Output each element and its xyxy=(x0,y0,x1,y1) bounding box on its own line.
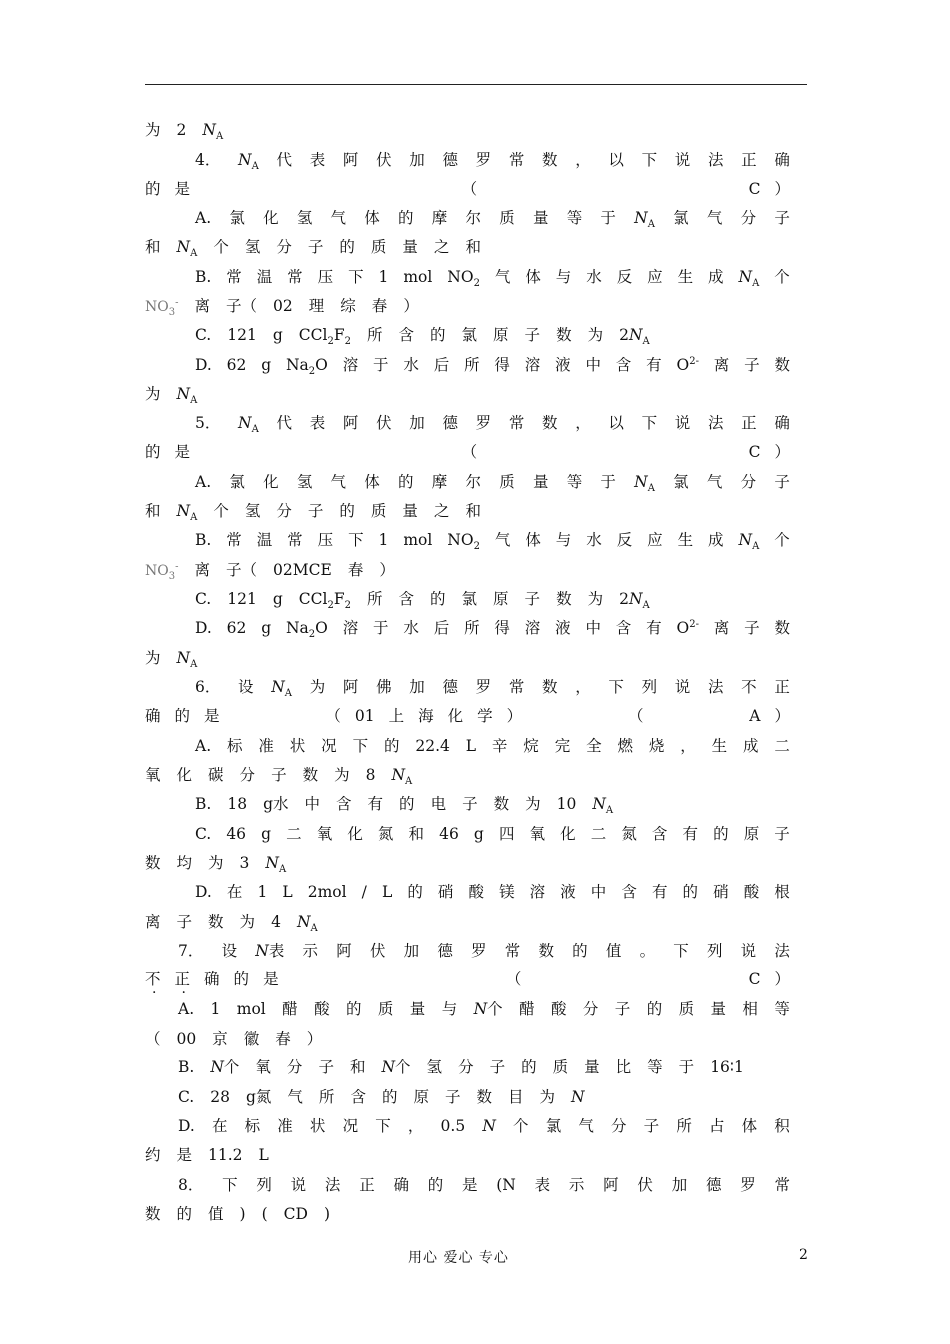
text-line: 和 $N_A$ 个 氢 分 子 的 质 量 之 和 xyxy=(145,502,481,524)
text-line: C. 121 g $CCl_2F_2$ 所 含 的 氯 原 子 数 为 $2N_A$ xyxy=(195,590,650,612)
text-line: C. 46 g 二 氧 化 氮 和 46 g 四 氧 化 二 氮 含 有 的 原 子 xyxy=(195,825,790,843)
text-line: $NO_3^-$ 离 子（ 02 理 综 春 ） xyxy=(145,297,419,318)
text-line: B. 常 温 常 压 下 1 mol $NO_2$ 气 体 与 水 反 应 生 成 $N_A$ 个 xyxy=(195,531,790,553)
text-line: 数 均 为 3 $N_A$ xyxy=(145,854,287,876)
text-line: （ 00 京 徽 春 ） xyxy=(145,1030,323,1048)
text-line: C. 121 g $CCl_2F_2$ 所 含 的 氯 原 子 数 为 $2N_A$ xyxy=(195,326,650,348)
text-line: 和 $N_A$ 个 氢 分 子 的 质 量 之 和 xyxy=(145,238,481,260)
text-line: A. 标 准 状 况 下 的 22.4 L 辛 烷 完 全 燃 烧 ， 生 成 二 xyxy=(195,737,790,755)
page-footer: 用心 爱心 专心 xyxy=(408,1250,509,1266)
text-line: A. 1 mol 醋 酸 的 质 量 与 N个 醋 酸 分 子 的 质 量 相 等 xyxy=(178,1000,790,1018)
text-line: 5． $N_A$ 代 表 阿 伏 加 德 罗 常 数 ， 以 下 说 法 正 确 xyxy=(195,414,790,436)
text-line: B. 18 g水 中 含 有 的 电 子 数 为 10 $N_A$ xyxy=(195,795,614,817)
text-line: 4． $N_A$ 代 表 阿 伏 加 德 罗 常 数 ， 以 下 说 法 正 确 xyxy=(195,151,790,173)
text-line: B. N个 氧 分 子 和 N个 氢 分 子 的 质 量 比 等 于 16∶1 xyxy=(178,1058,744,1076)
text-line: 为 $N_A$ xyxy=(145,649,198,671)
text-line: A. 氯 化 氢 气 体 的 摩 尔 质 量 等 于 $N_A$ 氯 气 分 子 xyxy=(195,209,790,231)
text-line: C. 28 g氮 气 所 含 的 原 子 数 目 为 N xyxy=(178,1088,585,1106)
text-line: 约 是 11.2 L xyxy=(145,1146,269,1164)
text-line: A. 氯 化 氢 气 体 的 摩 尔 质 量 等 于 $N_A$ 氯 气 分 子 xyxy=(195,473,790,495)
text-line: 的 是 （ C ） xyxy=(145,443,790,461)
text-line: 的 是 （ C ） xyxy=(145,180,790,198)
text-line: 8． 下 列 说 法 正 确 的 是 (N 表 示 阿 伏 加 德 罗 常 xyxy=(178,1176,790,1194)
text-line: D. 62 g $Na_2O$ 溶 于 水 后 所 得 溶 液 中 含 有 $O^{2-}$ 离 子 数 xyxy=(195,618,790,641)
text-line: D. 62 g $Na_2O$ 溶 于 水 后 所 得 溶 液 中 含 有 $O^{2-}$ 离 子 数 xyxy=(195,355,790,378)
text-line: 为 2 $N_A$ xyxy=(145,121,224,143)
text-line: 数 的 值 ) ( CD ) xyxy=(145,1205,331,1223)
header-rule xyxy=(145,84,807,85)
text-line: 氧 化 碳 分 子 数 为 8 $N_A$ xyxy=(145,766,413,788)
text-line: 不 · 正 · 确 的 是 （ C ） xyxy=(145,967,790,991)
page-number: 2 xyxy=(799,1247,808,1263)
text-line: B. 常 温 常 压 下 1 mol $NO_2$ 气 体 与 水 反 应 生 成 $N_A$ 个 xyxy=(195,268,790,290)
text-line: D. 在 1 L 2mol / L 的 硝 酸 镁 溶 液 中 含 有 的 硝 酸 根 xyxy=(195,883,790,901)
text-line: 确 的 是 （ 01 上 海 化 学 ） （ A ） xyxy=(145,707,790,725)
text-line: D. 在 标 准 状 况 下 ， 0.5 N 个 氯 气 分 子 所 占 体 积 xyxy=(178,1117,790,1135)
text-line: 7． 设 N表 示 阿 伏 加 德 罗 常 数 的 值 。 下 列 说 法 xyxy=(178,942,790,960)
text-line: 离 子 数 为 4 $N_A$ xyxy=(145,913,318,935)
text-line: $NO_3^-$ 离 子（ 02MCE 春 ） xyxy=(145,561,395,582)
text-line: 为 $N_A$ xyxy=(145,385,198,407)
text-line: 6． 设 $N_A$ 为 阿 佛 加 德 罗 常 数 ， 下 列 说 法 不 正 xyxy=(195,678,790,700)
